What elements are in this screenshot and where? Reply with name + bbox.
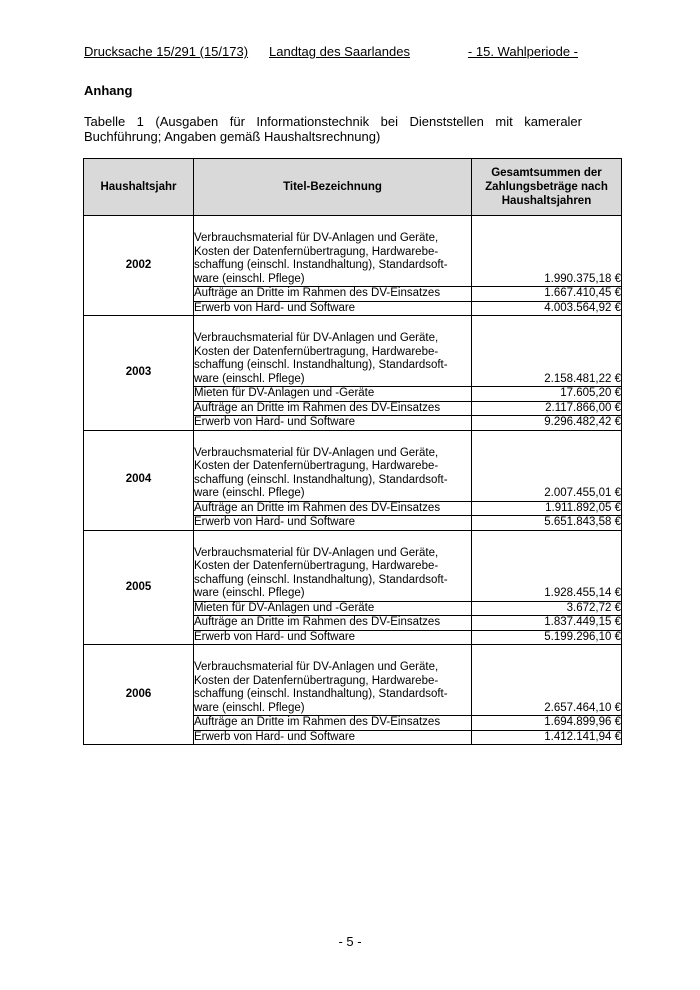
year-cell: 2003 <box>84 316 194 431</box>
table-caption: Tabelle 1 (Ausgaben für Informationstechnik bei Dienststellen mit kameraler Buchführung; Angaben gemäß Haushaltsrechnung) <box>84 114 582 144</box>
title-cell: Erwerb von Hard- und Software <box>194 730 472 745</box>
column-header-total: Gesamtsummen der Zahlungsbeträge nach Haushaltsjahren <box>472 159 622 216</box>
amount-cell: 2.158.481,22 € <box>472 316 622 387</box>
title-cell: Erwerb von Hard- und Software <box>194 630 472 645</box>
amount-cell: 5.199.296,10 € <box>472 630 622 645</box>
title-cell: Erwerb von Hard- und Software <box>194 516 472 531</box>
amount-cell: 3.672,72 € <box>472 601 622 616</box>
title-cell: Aufträge an Dritte im Rahmen des DV-Einsatzes <box>194 616 472 631</box>
title-cell: Aufträge an Dritte im Rahmen des DV-Einsatzes <box>194 716 472 731</box>
title-cell: Aufträge an Dritte im Rahmen des DV-Einsatzes <box>194 401 472 416</box>
amount-cell: 1.837.449,15 € <box>472 616 622 631</box>
amount-cell: 1.667.410,45 € <box>472 287 622 302</box>
title-cell: Verbrauchsmaterial für DV-Anlagen und Geräte, Kosten der Datenfernübertragung, Hardwarebe-schaffung (einschl. Instandhaltung), Standardsoft-ware (einschl. Pflege) <box>194 316 472 387</box>
title-cell: Aufträge an Dritte im Rahmen des DV-Einsatzes <box>194 501 472 516</box>
title-cell: Aufträge an Dritte im Rahmen des DV-Einsatzes <box>194 287 472 302</box>
parliament-name: Landtag des Saarlandes <box>269 44 410 59</box>
amount-cell: 2.007.455,01 € <box>472 430 622 501</box>
table-header-row <box>84 159 622 216</box>
title-cell: Mieten für DV-Anlagen und -Geräte <box>194 601 472 616</box>
table-row <box>84 530 622 601</box>
title-cell: Erwerb von Hard- und Software <box>194 301 472 316</box>
title-cell: Verbrauchsmaterial für DV-Anlagen und Geräte, Kosten der Datenfernübertragung, Hardwarebe-schaffung (einschl. Instandhaltung), Standardsoft-ware (einschl. Pflege) <box>194 430 472 501</box>
amount-cell: 5.651.843,58 € <box>472 516 622 531</box>
year-cell: 2002 <box>84 216 194 316</box>
column-header-year: Haushaltsjahr <box>84 159 194 216</box>
title-cell: Verbrauchsmaterial für DV-Anlagen und Geräte, Kosten der Datenfernübertragung, Hardwarebe-schaffung (einschl. Instandhaltung), Standardsoft-ware (einschl. Pflege) <box>194 645 472 716</box>
title-cell: Verbrauchsmaterial für DV-Anlagen und Geräte, Kosten der Datenfernübertragung, Hardwarebe-schaffung (einschl. Instandhaltung), Standardsoft-ware (einschl. Pflege) <box>194 216 472 287</box>
amount-cell: 4.003.564,92 € <box>472 301 622 316</box>
document-number: Drucksache 15/291 (15/173) <box>84 44 249 59</box>
amount-cell: 2.117.866,00 € <box>472 401 622 416</box>
title-cell: Erwerb von Hard- und Software <box>194 416 472 431</box>
expenditure-table <box>83 158 622 745</box>
year-cell: 2005 <box>84 530 194 645</box>
amount-cell: 1.694.899,96 € <box>472 716 622 731</box>
year-cell: 2004 <box>84 430 194 530</box>
table-row <box>84 216 622 287</box>
amount-cell: 1.990.375,18 € <box>472 216 622 287</box>
table-row <box>84 430 622 501</box>
legislative-period: - 15. Wahlperiode - <box>467 44 578 59</box>
title-cell: Verbrauchsmaterial für DV-Anlagen und Geräte, Kosten der Datenfernübertragung, Hardwarebe-schaffung (einschl. Instandhaltung), Standardsoft-ware (einschl. Pflege) <box>194 530 472 601</box>
column-header-title: Titel-Bezeichnung <box>194 159 472 216</box>
page-number: - 5 - <box>338 934 362 949</box>
title-cell: Mieten für DV-Anlagen und -Geräte <box>194 387 472 402</box>
amount-cell: 2.657.464,10 € <box>472 645 622 716</box>
table-row <box>84 645 622 716</box>
amount-cell: 17.605,20 € <box>472 387 622 402</box>
section-title: Anhang <box>84 83 133 98</box>
amount-cell: 1.412.141,94 € <box>472 730 622 745</box>
amount-cell: 1.911.892,05 € <box>472 501 622 516</box>
year-cell: 2006 <box>84 645 194 745</box>
table-row <box>84 316 622 387</box>
amount-cell: 1.928.455,14 € <box>472 530 622 601</box>
amount-cell: 9.296.482,42 € <box>472 416 622 431</box>
